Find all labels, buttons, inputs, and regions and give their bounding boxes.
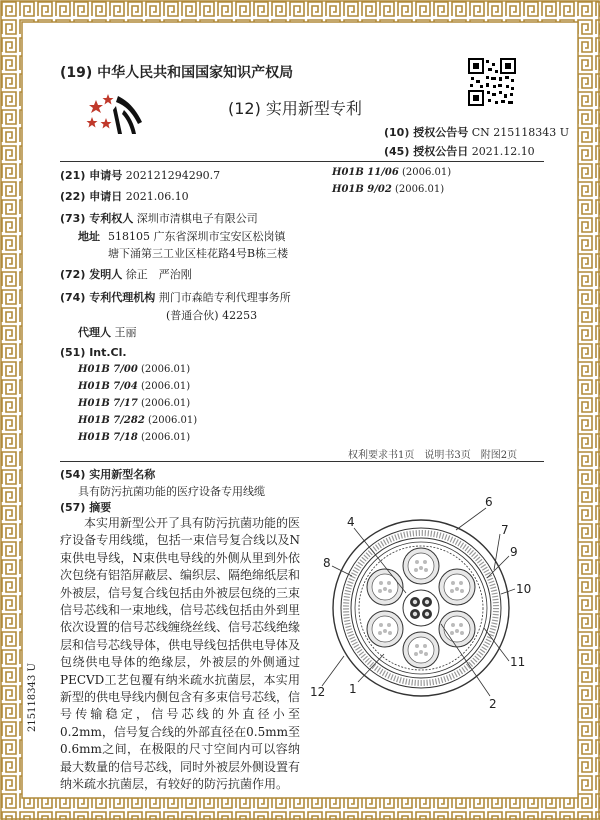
intcl-entry bbox=[78, 381, 190, 392]
page-counts: 权利要求书1页 说明书3页 附图2页 bbox=[348, 450, 518, 461]
intcl-version: (2006.01) bbox=[395, 184, 445, 195]
figure-label: 7 bbox=[501, 523, 509, 537]
figure-label: 2 bbox=[489, 697, 497, 711]
utility-model-title: 具有防污抗菌功能的医疗设备专用线缆 bbox=[78, 485, 265, 498]
address-line-1: 518105 广东省深圳市宝安区松岗镇 bbox=[108, 230, 286, 243]
figure-label: 11 bbox=[510, 655, 526, 669]
title-label: (54) 实用新型名称 bbox=[60, 468, 156, 481]
publication-number-label: (10) 授权公告号 bbox=[384, 126, 469, 139]
application-number: 202121294290.7 bbox=[125, 169, 221, 182]
intcl-code: H01B 7/04 bbox=[78, 381, 138, 392]
intcl-version: (2006.01) bbox=[401, 167, 452, 178]
application-date-label: (22) 申请日 bbox=[60, 190, 123, 203]
inventors: 徐正 严治刚 bbox=[125, 268, 192, 281]
figure-label: 10 bbox=[516, 582, 532, 596]
intcl-code: H01B 9/02 bbox=[332, 184, 392, 195]
application-date: 2021.06.10 bbox=[125, 190, 189, 203]
agent: 王丽 bbox=[114, 326, 137, 339]
qr-code bbox=[468, 58, 516, 106]
abstract-paragraph: 本实用新型公开了具有防污抗菌功能的医疗设备专用线缆，包括一束信号复合线以及N束供电导线，N束供电导线的外侧从里到外依次包绕有铝箔屏蔽层、编织层、隔绝绵纸层和外被层，信号复合线包括由外被层包绕的三束信号芯线和一束地线，信号芯线包括由外到里依次设置的信号芯线缠绕丝线、信号芯线绝缘层和信号芯线导体，供电导线包括供电导体及包绕供电导体的绝缘层，外被层的外侧通过PECVD工艺包覆有纳米疏水抗菌层，本实用新型的供电导线内侧包含有多束信号芯线，信号传输稳定，信号芯线的外直径小至0.2mm，信号复合线的外部直径在0.5mm至0.6mm之间，在极限的尺寸空间内可以容纳最大数量的信号芯线，同时外被层外侧设置有纳米疏水抗菌层，有较好的防污抗菌作用。 bbox=[60, 516, 301, 792]
patentee: 深圳市清棋电子有限公司 bbox=[136, 212, 258, 225]
agent-row bbox=[78, 324, 137, 340]
intcl-entry bbox=[78, 398, 190, 409]
patentee-row bbox=[60, 210, 258, 226]
abstract-label: (57) 摘要 bbox=[60, 501, 112, 514]
header-divider bbox=[60, 161, 544, 162]
intcl-version: (2006.01) bbox=[141, 381, 191, 392]
agency: 荆门市森皓专利代理事务所 bbox=[158, 291, 291, 304]
office-name: (19) 中华人民共和国国家知识产权局 bbox=[60, 65, 294, 81]
figure-label: 1 bbox=[349, 682, 357, 696]
intcl-code: H01B 7/00 bbox=[78, 364, 138, 375]
publication-number: CN 215118343 U bbox=[471, 126, 569, 139]
inventor-label: (72) 发明人 bbox=[60, 268, 123, 281]
intcl-code: H01B 11/06 bbox=[332, 167, 399, 178]
intcl-entry bbox=[332, 167, 451, 178]
figure-label: 9 bbox=[510, 545, 518, 559]
address-label: 地址 bbox=[78, 230, 100, 243]
patentee-label: (73) 专利权人 bbox=[60, 212, 134, 225]
inventor-row bbox=[60, 266, 192, 282]
intcl-label: (51) Int.Cl. bbox=[60, 346, 127, 359]
side-publication-number: 215118343 U bbox=[27, 663, 38, 732]
intcl-version: (2006.01) bbox=[141, 398, 191, 409]
intcl-entry bbox=[78, 415, 197, 426]
cnipa-emblem bbox=[86, 92, 144, 136]
publication-date: 2021.12.10 bbox=[471, 145, 535, 158]
document-kind: (12) 实用新型专利 bbox=[228, 99, 362, 118]
agency-line-2: (普通合伙) 42253 bbox=[166, 309, 258, 322]
intcl-entry bbox=[78, 432, 190, 443]
cable-cross-section-figure bbox=[306, 496, 546, 716]
figure-label: 4 bbox=[347, 515, 355, 529]
agent-label: 代理人 bbox=[78, 326, 111, 339]
figure-label: 12 bbox=[310, 685, 326, 699]
intcl-code: H01B 7/18 bbox=[78, 432, 138, 443]
agency-row bbox=[60, 289, 291, 305]
intcl-version: (2006.01) bbox=[147, 415, 198, 426]
intcl-version: (2006.01) bbox=[141, 432, 191, 443]
intcl-version: (2006.01) bbox=[141, 364, 191, 375]
publication-number-row bbox=[384, 124, 569, 140]
biblio-divider bbox=[60, 461, 544, 462]
application-date-row bbox=[60, 188, 189, 204]
intcl-code: H01B 7/282 bbox=[78, 415, 145, 426]
publication-date-row bbox=[384, 143, 535, 159]
intcl-entry bbox=[332, 184, 444, 195]
application-number-label: (21) 申请号 bbox=[60, 169, 123, 182]
intcl-entry bbox=[78, 364, 190, 375]
agency-label: (74) 专利代理机构 bbox=[60, 291, 156, 304]
figure-label: 6 bbox=[485, 496, 493, 509]
figure-label: 8 bbox=[323, 556, 331, 570]
address-line-2: 塘下涌第三工业区桂花路4号B栋三楼 bbox=[108, 247, 289, 260]
publication-date-label: (45) 授权公告日 bbox=[384, 145, 469, 158]
abstract-text bbox=[60, 515, 300, 794]
application-number-row bbox=[60, 167, 220, 183]
intcl-code: H01B 7/17 bbox=[78, 398, 138, 409]
